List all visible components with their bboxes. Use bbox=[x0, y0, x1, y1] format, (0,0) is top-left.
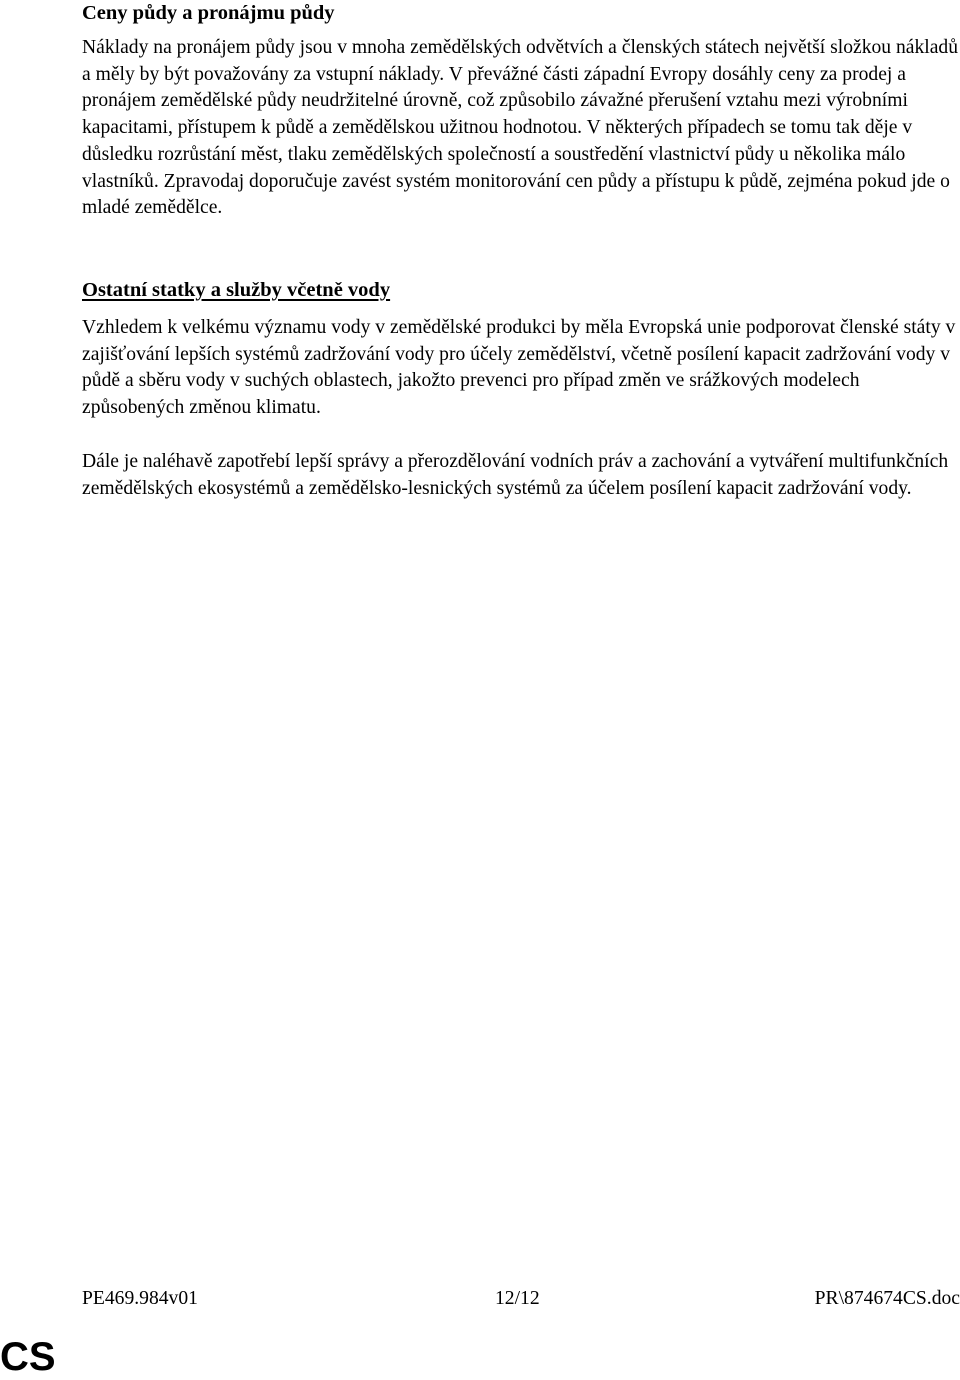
paragraph-water-rights: Dále je naléhavě zapotřebí lepší správy a přerozdělování vodních práv a zachování a vytváření multifunkčních zemědělských ekosystémů a zemědělsko-lesnických systémů za účelem posílení kapacit zadržování vody. bbox=[82, 451, 949, 499]
footer-file-name: PR\874674CS.doc bbox=[814, 1288, 960, 1309]
section-heading-other-goods-water: Ostatní statky a služby včetně vody bbox=[82, 279, 391, 301]
footer-page-number: 12/12 bbox=[495, 1288, 540, 1309]
paragraph-land-prices: Náklady na pronájem půdy jsou v mnoha zemědělských odvětvích a členských státech největší složkou nákladů a měly by být považovány za vstupní náklady. V převážné části západní Evropy dosáhly ceny za prodej a pronájem zemědělské půdy neudržitelné úrovně, což způsobilo závažné přerušení vztahu mezi výrobními kapacitami, přístupem k půdě a zemědělskou užitnou hodnotou. V některých případech se tomu tak děje v důsledku rozrůstání měst, tlaku zemědělských společností a soustředění vlastnictví půdy u několika málo vlastníků. Zpravodaj doporučuje zavést systém monitorování cen půdy a přístupu k půdě, zejména pokud jde o mladé zemědělce. bbox=[82, 37, 959, 219]
language-code: CS bbox=[0, 1335, 56, 1379]
footer-document-reference: PE469.984v01 bbox=[82, 1288, 198, 1309]
section-heading-land-prices: Ceny půdy a pronájmu půdy bbox=[82, 2, 335, 24]
paragraph-water-retention: Vzhledem k velkému významu vody v zemědělské produkci by měla Evropská unie podporovat členské státy v zajišťování lepších systémů zadržování vody pro účely zemědělství, včetně posílení kapacit zadržování vody v půdě a sběru vody v suchých oblastech, jakožto prevenci pro případ změn ve srážkových modelech způsobených změnou klimatu. bbox=[82, 317, 956, 419]
